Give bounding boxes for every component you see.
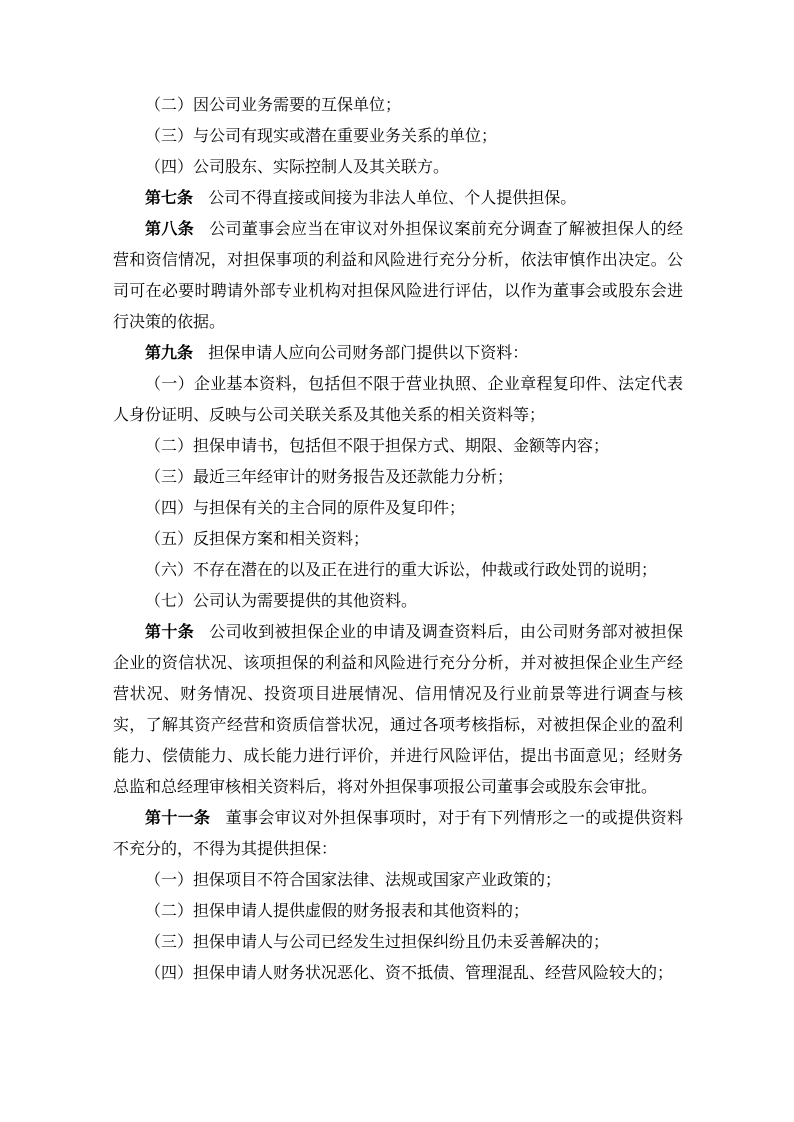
paragraph-text: （二）担保申请人提供虚假的财务报表和其他资料的； bbox=[145, 903, 530, 920]
paragraph-text: 公司不得直接或间接为非法人单位、个人提供担保。 bbox=[208, 190, 577, 207]
paragraph bbox=[113, 121, 683, 152]
paragraph bbox=[113, 214, 683, 338]
article-number: 第七条 bbox=[145, 190, 194, 207]
paragraph-text: （四）担保申请人财务状况恶化、资不抵债、管理混乱、经营风险较大的； bbox=[145, 965, 674, 982]
paragraph bbox=[113, 183, 683, 214]
paragraph bbox=[113, 524, 683, 555]
paragraph-text: （三）最近三年经审计的财务报告及还款能力分析； bbox=[145, 469, 514, 486]
paragraph bbox=[113, 152, 683, 183]
paragraph bbox=[113, 338, 683, 369]
paragraph bbox=[113, 90, 683, 121]
article-number: 第十一条 bbox=[145, 810, 211, 827]
paragraph bbox=[113, 617, 683, 803]
paragraph-text: 公司收到被担保企业的申请及调查资料后，由公司财务部对被担保企业的资信状况、该项担保的利益和风险进行充分分析，并对被担保企业生产经营状况、财务情况、投资项目进展情况、信用情况及行业前景等进行调查与核实，了解其资产经营和资质信誉状况，通过各项考核指标，对被担保企业的盈利能力、偿债能力、成长能力进行评价，并进行风险评估，提出书面意见；经财务总监和总经理审核相关资料后，将对外担保事项报公司董事会或股东会审批。 bbox=[113, 624, 683, 796]
paragraph bbox=[113, 555, 683, 586]
paragraph bbox=[113, 586, 683, 617]
paragraph-text: （四）与担保有关的主合同的原件及复印件； bbox=[145, 500, 466, 517]
paragraph bbox=[113, 896, 683, 927]
paragraph bbox=[113, 803, 683, 865]
paragraph-text: 公司董事会应当在审议对外担保议案前充分调查了解被担保人的经营和资信情况，对担保事项的利益和风险进行充分分析，依法审慎作出决定。公司可在必要时聘请外部专业机构对担保风险进行评估，以作为董事会或股东会进行决策的依据。 bbox=[113, 221, 683, 331]
paragraph bbox=[113, 462, 683, 493]
paragraph bbox=[113, 493, 683, 524]
paragraph-text: 担保申请人应向公司财务部门提供以下资料： bbox=[208, 345, 529, 362]
paragraph bbox=[113, 927, 683, 958]
paragraph-text: （五）反担保方案和相关资料； bbox=[145, 531, 370, 548]
paragraph bbox=[113, 958, 683, 989]
paragraph-text: （一）企业基本资料，包括但不限于营业执照、企业章程复印件、法定代表人身份证明、反映与公司关联关系及其他关系的相关资料等； bbox=[113, 376, 683, 424]
paragraph-text: （二）担保申请书，包括但不限于担保方式、期限、金额等内容； bbox=[145, 438, 610, 455]
paragraph-text: 董事会审议对外担保事项时，对于有下列情形之一的或提供资料不充分的，不得为其提供担保： bbox=[113, 810, 683, 858]
paragraph-text: （七）公司认为需要提供的其他资料。 bbox=[145, 593, 418, 610]
paragraph-text: （二）因公司业务需要的互保单位； bbox=[145, 97, 402, 114]
paragraph bbox=[113, 431, 683, 462]
paragraph-text: （三）担保申请人与公司已经发生过担保纠纷且仍未妥善解决的； bbox=[145, 934, 610, 951]
article-number: 第九条 bbox=[145, 345, 194, 362]
document-body bbox=[113, 90, 683, 989]
paragraph bbox=[113, 369, 683, 431]
paragraph bbox=[113, 865, 683, 896]
paragraph-text: （四）公司股东、实际控制人及其关联方。 bbox=[145, 159, 450, 176]
paragraph-text: （一）担保项目不符合国家法律、法规或国家产业政策的； bbox=[145, 872, 562, 889]
article-number: 第十条 bbox=[145, 624, 195, 641]
article-number: 第八条 bbox=[145, 221, 195, 238]
paragraph-text: （三）与公司有现实或潜在重要业务关系的单位； bbox=[145, 128, 498, 145]
paragraph-text: （六）不存在潜在的以及正在进行的重大诉讼，仲裁或行政处罚的说明； bbox=[145, 562, 658, 579]
